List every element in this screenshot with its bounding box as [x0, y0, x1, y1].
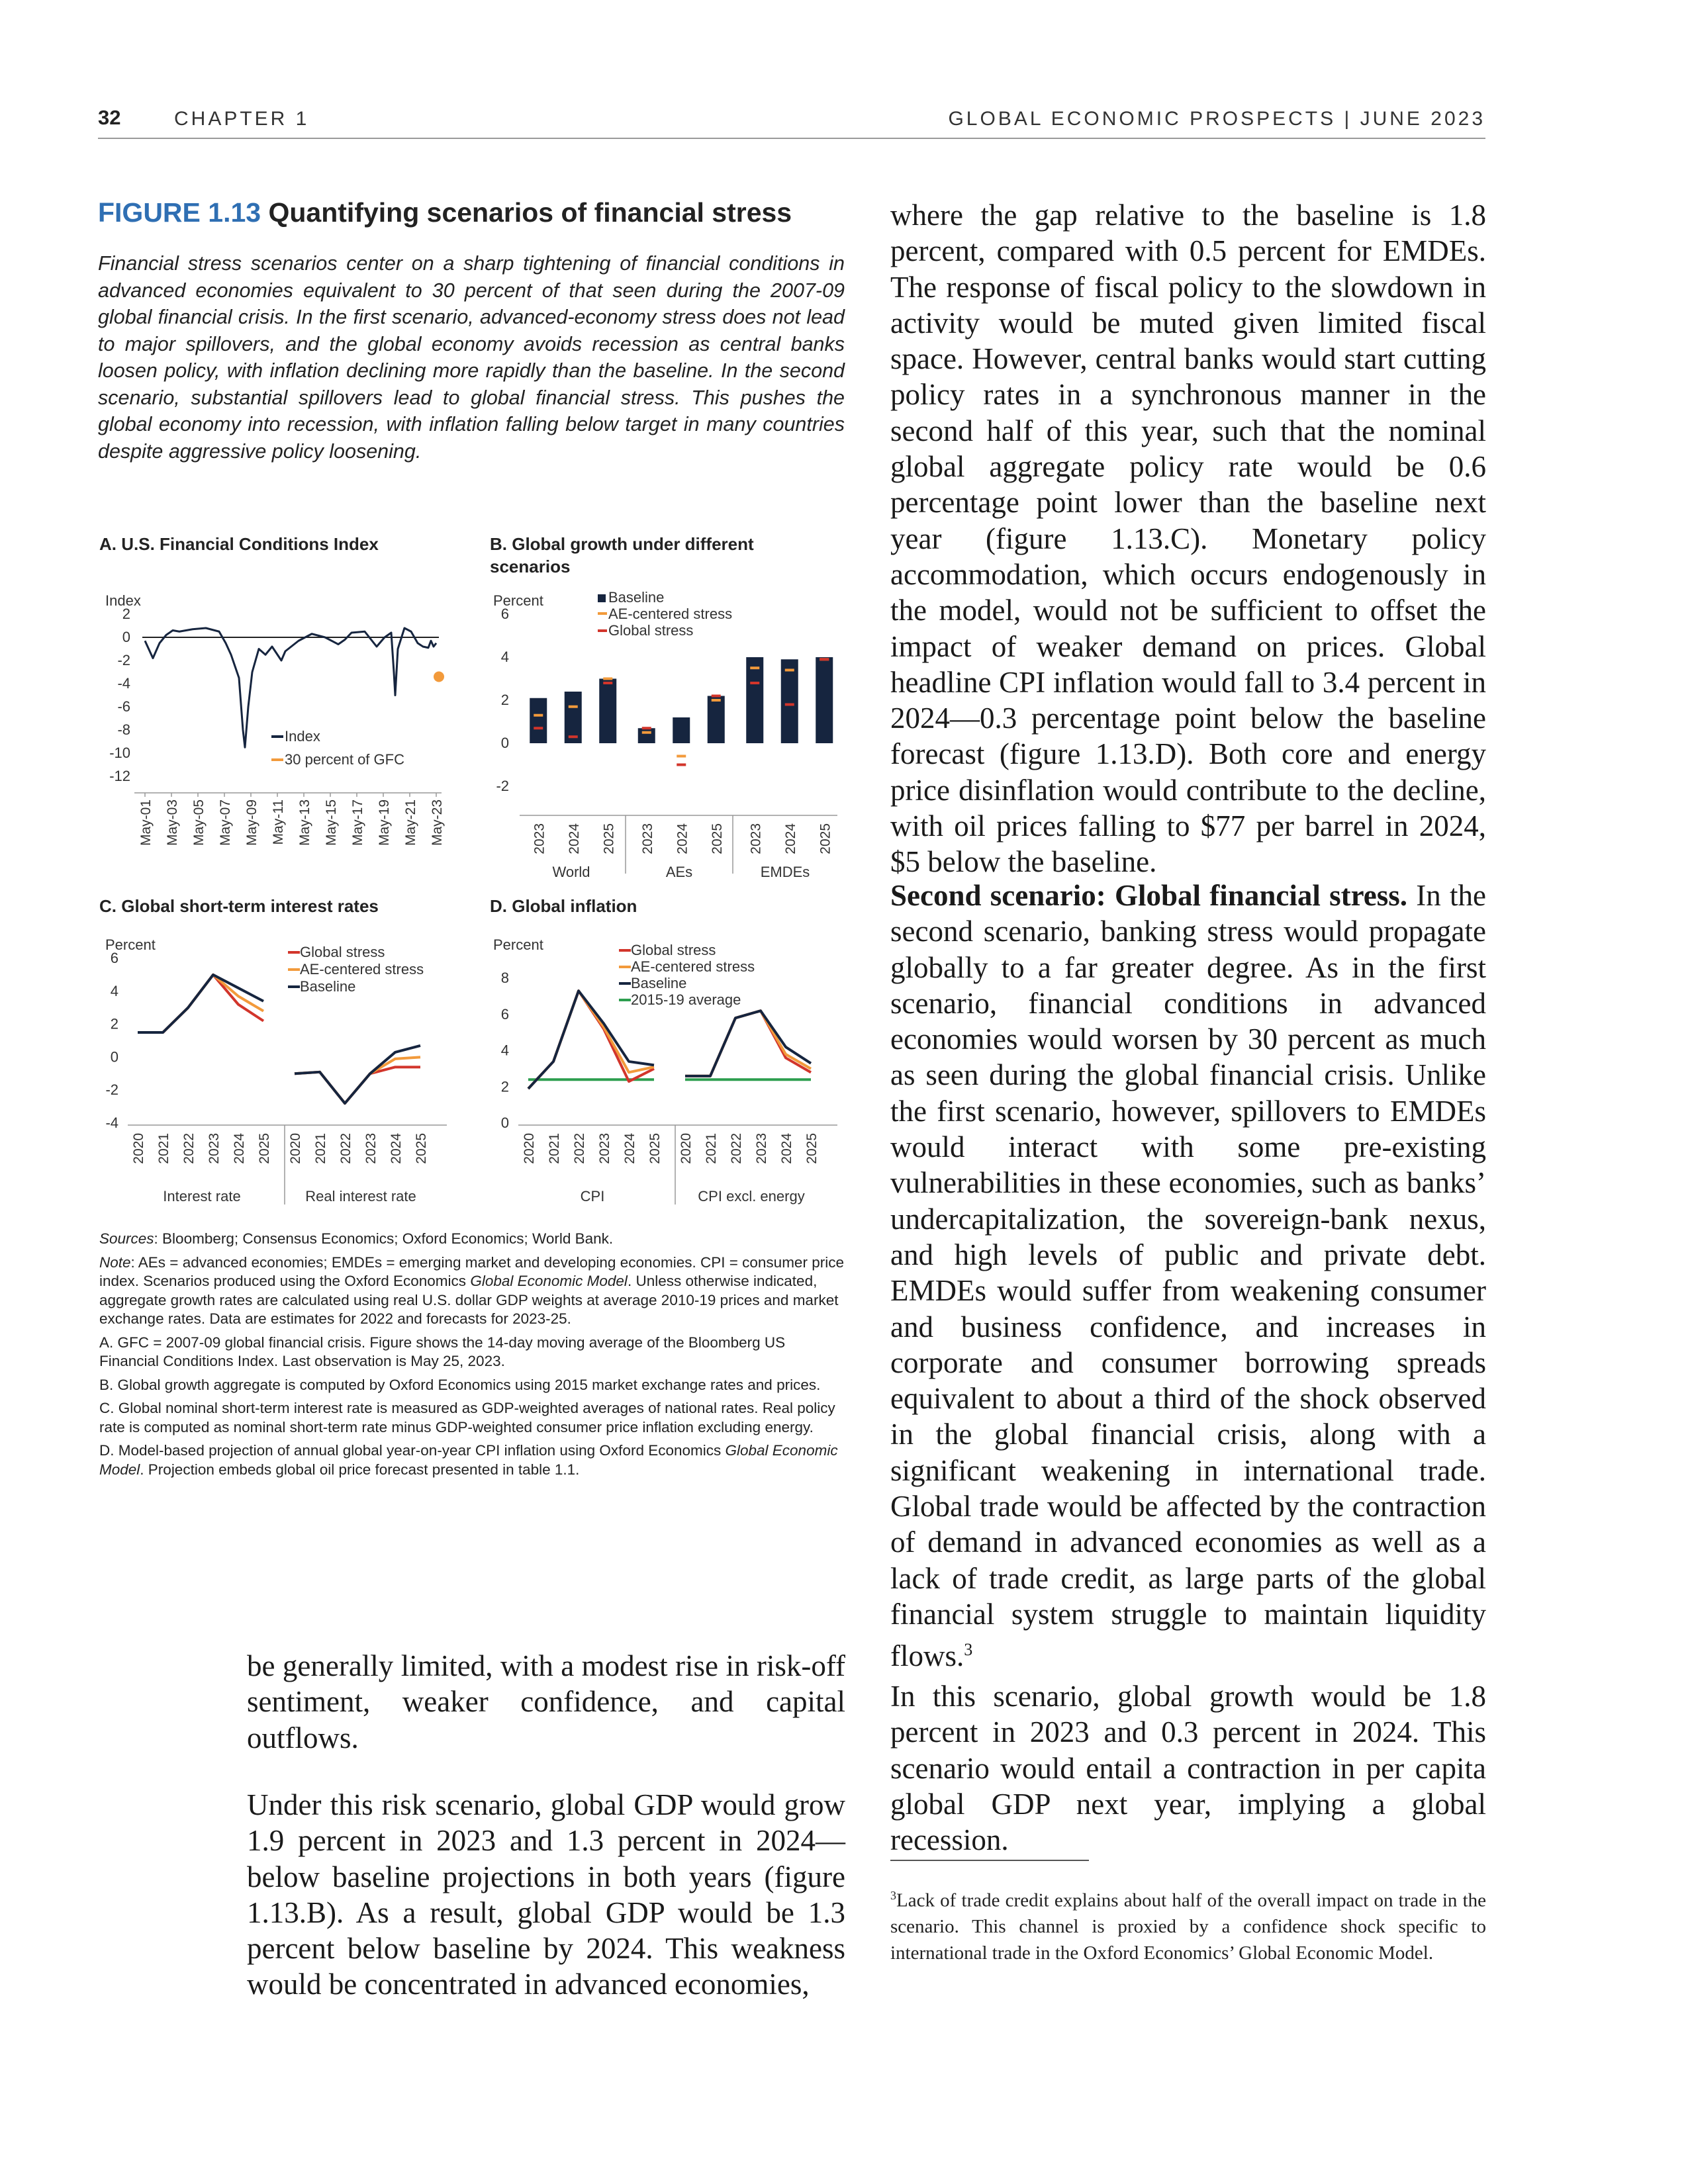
chart-c-x-tick-label: 2025 [257, 1133, 272, 1164]
note-b: B. Global growth aggregate is computed by Oxford Economics using 2015 market exchange rates and prices. [99, 1376, 821, 1393]
chart-a-y-tick: -10 [109, 745, 130, 761]
chart-d-group-label: CPI excl. energy [698, 1188, 805, 1205]
note-d [99, 1441, 846, 1479]
chart-b-bar-baseline [708, 696, 725, 744]
right-paragraph-2 [890, 878, 1486, 1674]
legend-ae-stress-label: AE-centered stress [608, 606, 733, 622]
chart-b-group-label: EMDEs [760, 864, 810, 880]
chart-b-x-tick-label: 2023 [639, 823, 655, 854]
note-italic-1: Global Economic Model [470, 1273, 628, 1289]
right-paragraph-1: where the gap relative to the baseline is 1.8 percent, compared with 0.5 percent for EMDEs. The response of fiscal policy to the slowdown in activity would be muted given limited fiscal space. However, central banks would start cutting policy rates in a synchronous manner in the second half of this year, such that the nominal global aggregate policy rate would be 0.6 percentage point lower than the baseline next year (figure 1.13.C). Monetary policy accommodation, which occurs endogenously in the model, would not be sufficient to offset the impact of weaker demand on prices. Global headline CPI inflation would fall to 3.4 percent in 2024—0.3 percentage point below the baseline forecast (figure 1.13.D). Both core and energy price disinflation would contribute to the decline, with oil prices falling to $77 per barrel in 2024, $5 below the baseline. [890, 199, 1486, 879]
chart-b-y-tick: 4 [500, 649, 509, 665]
panel-d-title: D. Global inflation [490, 896, 637, 916]
chart-b-group-label: World [552, 864, 590, 880]
chart-b-y-tick: 2 [500, 692, 509, 708]
chart-b-x-tick-label: 2024 [566, 823, 582, 854]
chart-a-x-tick-label: May-07 [218, 799, 233, 846]
chart-b-x-tick-label: 2024 [675, 823, 690, 854]
note-d-text-2: . Projection embeds global oil price forecast presented in table 1.1. [140, 1461, 580, 1478]
chart-d-x-tick-label: 2022 [572, 1133, 587, 1164]
footnote-number: 3 [890, 1889, 896, 1902]
legend-d-baseline-label: Baseline [631, 975, 687, 991]
chart-c-y-tick: 6 [110, 950, 118, 966]
chart-a-x-tick-label: May-21 [403, 799, 418, 846]
chart-d-x-tick-label: 2021 [704, 1133, 719, 1164]
chart-a-y-tick: -6 [117, 698, 130, 715]
chart-a-y-tick: -12 [109, 768, 130, 784]
note-text-2: . Unless otherwise indicated, aggregate growth rates are calculated using real U.S. dollar GDP weights at average 2010-19 prices and market exchange rates. Data are estimates for 2022 and forecasts for 2023-25. [99, 1273, 839, 1327]
chart-b-bar-baseline [599, 679, 616, 744]
chart-c-x-tick-label: 2020 [131, 1133, 146, 1164]
chart-d-y-tick: 4 [500, 1042, 509, 1059]
chart-d-y-tick: 2 [500, 1078, 509, 1095]
chart-d-group-label: CPI [580, 1188, 605, 1205]
chart-c-y-tick: 0 [110, 1048, 118, 1066]
panel-a-title: A. U.S. Financial Conditions Index [99, 534, 379, 554]
chart-d-x-tick-label: 2020 [522, 1133, 537, 1164]
footnote-rule [890, 1860, 1089, 1861]
chart-a-y-tick: -4 [117, 675, 130, 692]
chart-d-x-tick-label: 2021 [547, 1133, 562, 1164]
chart-b-bar-baseline [746, 657, 763, 743]
note-c: C. Global nominal short-term interest rate is measured as GDP-weighted averages of national rates. Real policy rate is computed as nominal short-term rate minus GDP-weighted consumer price inflation excluding energy. [99, 1400, 835, 1435]
chart-a-x-tick-label: May-11 [271, 799, 286, 845]
chart-d-line [685, 1011, 811, 1076]
left-paragraph-2: Under this risk scenario, global GDP would grow 1.9 percent in 2023 and 1.3 percent in 2024—below baseline projections in both years (figure 1.13.B). As a result, global GDP would be 1.3 percent below baseline by 2024. This weakness would be concentrated in advanced economies, [247, 1788, 845, 2001]
chart-c-x-tick-label: 2023 [363, 1133, 379, 1164]
chart-c-x-tick-label: 2020 [288, 1133, 303, 1164]
chart-a-gfc-point [434, 672, 444, 682]
chart-b-x-tick-label: 2024 [782, 823, 798, 854]
chart-c-x-tick-label: 2021 [156, 1133, 171, 1164]
chart-c-line [138, 975, 263, 1032]
legend-c-ae-stress-label: AE-centered stress [300, 961, 424, 978]
chart-b-ylabel: Percent [493, 592, 543, 609]
legend-baseline-swatch [598, 594, 606, 602]
chart-c-y-tick: -4 [105, 1115, 118, 1131]
chart-c-line [295, 1046, 420, 1103]
legend-d-ae-stress-label: AE-centered stress [631, 958, 755, 975]
header-rule [98, 138, 1485, 139]
figure-intro: Financial stress scenarios center on a sharp tightening of financial conditions in advanced economies equivalent to 30 percent of that seen during the 2007-09 global financial crisis. In the first scenario, advanced-economy stress does not lead to major spillovers, and the global economy avoids recession as central banks loosen policy, with inflation declining more rapidly than the baseline. In the second scenario, substantial spillovers lead to global financial stress. This pushes the global economy into recession, with inflation falling below target in many countries despite aggressive policy loosening. [98, 252, 845, 463]
note-d-text-1: D. Model-based projection of annual global year-on-year CPI inflation using Oxford Economics [99, 1442, 726, 1459]
page-number: 32 [98, 106, 121, 129]
chart-a-x-tick-label: May-09 [244, 799, 259, 846]
figure-label: FIGURE 1.13 [98, 197, 261, 228]
chart-a-x-tick-label: May-13 [297, 799, 312, 846]
chart-c [96, 933, 463, 1214]
left-paragraph-1: be generally limited, with a modest rise in risk-off sentiment, weaker confidence, and capital outflows. [247, 1649, 845, 1754]
legend-gfc-label: 30 percent of GFC [285, 751, 404, 768]
legend-global-stress-label: Global stress [608, 622, 694, 639]
chart-d-x-tick-label: 2023 [597, 1133, 612, 1164]
chart-d-x-tick-label: 2023 [754, 1133, 769, 1164]
chart-a-x-tick-label: May-17 [350, 799, 365, 846]
legend-index-label: Index [285, 728, 320, 745]
legend-d-average-label: 2015-19 average [631, 991, 741, 1008]
chart-c-x-tick-label: 2024 [232, 1133, 247, 1164]
chart-b-x-tick-label: 2025 [709, 823, 725, 854]
chart-b-y-tick: 0 [500, 735, 509, 751]
figure-title [98, 197, 792, 228]
chart-b-bar-baseline [638, 728, 655, 743]
chart-a [96, 589, 463, 887]
right-paragraph-3: In this scenario, global growth would be 1.8 percent in 2023 and 0.3 percent in 2024. This scenario would entail a contraction in per capita global GDP next year, implying a global recession. [890, 1680, 1486, 1857]
scenario-text: In the second scenario, banking stress would propagate globally to a far greater degree. As in the first scenario, financial conditions in advanced economies would worsen by 30 percent as much as seen during the global financial crisis. Unlike the first scenario, however, spillovers to EMDEs would interact with some pre-existing vulnerabilities in these economies, such as banks’ undercapitalization, the sovereign-bank nexus, and high levels of public and private debt. EMDEs would suffer from weakening consumer and business confidence, and increases in corporate and consumer borrowing spreads equivalent to about a third of the shock observed in the global financial crisis, along with a significant weakening in international trade. Global trade would be affected by the contraction of demand in advanced economies as well as a lack of trade credit, as large parts of the global financial system struggle to maintain liquidity flows. [890, 879, 1486, 1673]
chart-a-x-tick-label: May-03 [165, 799, 180, 846]
panel-c-title: C. Global short-term interest rates [99, 896, 379, 916]
footnote-ref: 3 [964, 1640, 973, 1660]
chart-c-x-tick-label: 2023 [207, 1133, 222, 1164]
note-text-1: : AEs = advanced economies; EMDEs = emerging market and developing economies. CPI = consumer price index. Scenarios produced using the Oxford Economics [99, 1253, 844, 1289]
chart-c-group-label: Interest rate [163, 1188, 241, 1205]
chart-d-line [685, 1011, 811, 1076]
legend-baseline-label: Baseline [608, 589, 665, 606]
chart-d-x-tick-label: 2024 [779, 1133, 794, 1164]
note-a: A. GFC = 2007-09 global financial crisis. Figure shows the 14-day moving average of the Bloomberg US Financial Conditions Index. Last observation is May 25, 2023. [99, 1334, 786, 1369]
legend-c-global-stress-label: Global stress [300, 944, 385, 960]
chart-b-x-tick-label: 2023 [532, 823, 547, 854]
chart-c-y-tick: 4 [110, 982, 118, 999]
chart-d-y-tick: 6 [500, 1005, 509, 1023]
chart-d-ylabel: Percent [493, 936, 543, 953]
chart-b-x-tick-label: 2025 [818, 823, 833, 854]
sources-text: : Bloomberg; Consensus Economics; Oxford Economics; World Bank. [154, 1230, 614, 1247]
chart-a-y-tick: 0 [122, 629, 130, 645]
chart-b-bar-baseline [781, 659, 798, 743]
chart-d-x-tick-label: 2022 [729, 1133, 744, 1164]
chart-a-y-tick: -2 [117, 652, 130, 668]
chart-c-y-tick: -2 [105, 1081, 118, 1099]
publication-title: GLOBAL ECONOMIC PROSPECTS | JUNE 2023 [948, 108, 1485, 130]
chart-c-line [138, 975, 263, 1032]
chart-d [487, 933, 854, 1214]
chart-d-line [685, 1011, 811, 1076]
figure-heading: Quantifying scenarios of financial stress [268, 197, 792, 228]
chart-c-y-tick: 2 [110, 1015, 118, 1032]
chart-a-x-tick-label: May-15 [324, 799, 339, 846]
legend-d-global-stress-label: Global stress [631, 942, 716, 958]
chart-b-bar-baseline [530, 698, 547, 743]
chart-b-x-tick-label: 2025 [601, 823, 617, 854]
footnote-text: Lack of trade credit explains about half of the overall impact on trade in the scenario. This channel is proxied by a confidence shock specific to international trade in the Oxford Economics’ Global Economic Model. [890, 1889, 1486, 1964]
chart-b [487, 589, 854, 887]
chart-c-x-tick-label: 2024 [389, 1133, 404, 1164]
chart-c-group-label: Real interest rate [305, 1188, 416, 1205]
chart-a-y-tick: -8 [117, 721, 130, 738]
note-label: Note [99, 1253, 131, 1271]
chart-c-line [295, 1057, 420, 1103]
figure-notes [99, 1230, 846, 1484]
chart-c-x-tick-label: 2025 [414, 1133, 429, 1164]
sources-label: Sources [99, 1230, 154, 1247]
chart-a-x-tick-label: May-23 [430, 799, 445, 846]
chart-d-y-tick: 8 [500, 970, 509, 986]
chart-c-ylabel: Percent [105, 936, 156, 953]
chart-b-y-tick: -2 [496, 778, 509, 794]
chart-d-x-tick-label: 2025 [647, 1133, 663, 1164]
legend-c-baseline-label: Baseline [300, 978, 356, 995]
chart-a-y-tick: 2 [122, 606, 130, 622]
chart-c-line [138, 975, 263, 1032]
chart-b-bar-baseline [673, 717, 690, 743]
note-d-italic: Global Economic Model [99, 1442, 838, 1478]
chart-d-y-tick: 0 [500, 1115, 509, 1131]
chart-b-bar-baseline [816, 657, 833, 743]
chart-d-x-tick-label: 2020 [679, 1133, 694, 1164]
chart-a-x-tick-label: May-01 [138, 799, 154, 846]
chart-d-x-tick-label: 2025 [804, 1133, 820, 1164]
panel-b-title: B. Global growth under different scenarios [490, 534, 754, 576]
scenario-heading: Second scenario: Global financial stress. [890, 879, 1407, 912]
chart-c-x-tick-label: 2022 [181, 1133, 197, 1164]
footnote [890, 1883, 1486, 1966]
chart-b-y-tick: 6 [500, 606, 509, 622]
chart-c-x-tick-label: 2021 [313, 1133, 328, 1164]
chart-a-ylabel: Index [105, 592, 141, 609]
chart-d-x-tick-label: 2024 [622, 1133, 637, 1164]
chart-c-x-tick-label: 2022 [338, 1133, 353, 1164]
sources-note [99, 1230, 846, 1249]
chart-a-x-tick-label: May-19 [377, 799, 392, 846]
general-note [99, 1253, 846, 1329]
chart-a-x-tick-label: May-05 [191, 799, 207, 846]
chapter-label: CHAPTER 1 [174, 108, 310, 130]
chart-b-group-label: AEs [665, 864, 693, 880]
chart-b-x-tick-label: 2023 [748, 823, 764, 854]
